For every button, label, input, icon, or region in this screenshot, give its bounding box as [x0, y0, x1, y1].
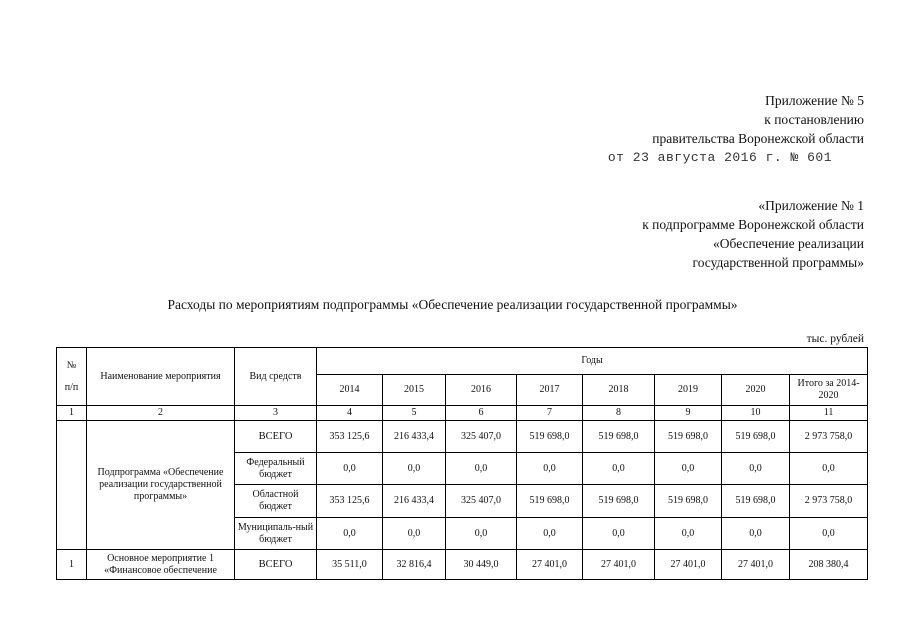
appendix-5-line-2: к постановлению: [764, 112, 864, 127]
units-label: тыс. рублей: [806, 333, 864, 345]
event-name: Основное мероприятие 1 «Финансовое обеспечение: [87, 550, 235, 580]
header-year-2017: 2017: [517, 375, 583, 406]
value-cell: 0,0: [446, 453, 517, 485]
appendix-1-line-3: «Обеспечение реализации: [713, 236, 864, 251]
value-cell: 0,0: [383, 518, 446, 550]
col-number: 2: [87, 406, 235, 421]
event-name: Подпрограмма «Обеспечение реализации государственной программы»: [87, 421, 235, 550]
row-number: 1: [57, 550, 87, 580]
value-cell: 216 433,4: [383, 485, 446, 518]
value-cell: 32 816,4: [383, 550, 446, 580]
value-cell: 0,0: [317, 518, 383, 550]
value-cell: 325 407,0: [446, 485, 517, 518]
value-cell: 2 973 758,0: [790, 485, 868, 518]
value-cell: 27 401,0: [583, 550, 655, 580]
value-cell: 519 698,0: [517, 485, 583, 518]
value-cell: 216 433,4: [383, 421, 446, 453]
header-year-2015: 2015: [383, 375, 446, 406]
value-cell: 519 698,0: [583, 485, 655, 518]
value-cell: 0,0: [722, 453, 790, 485]
col-number: 9: [655, 406, 722, 421]
appendix-5-line-1: Приложение № 5: [765, 93, 864, 108]
header-row-1: [57, 348, 868, 375]
value-cell: 0,0: [383, 453, 446, 485]
value-cell: 0,0: [583, 453, 655, 485]
value-cell: 519 698,0: [517, 421, 583, 453]
col-number: 7: [517, 406, 583, 421]
appendix-1-line-1: «Приложение № 1: [758, 198, 864, 213]
header-number: [57, 348, 87, 406]
value-cell: 353 125,6: [317, 421, 383, 453]
value-cell: 27 401,0: [722, 550, 790, 580]
col-number: 8: [583, 406, 655, 421]
appendix-5-line-3: правительства Воронежской области: [652, 131, 864, 146]
source-cell: Областной бюджет: [235, 485, 317, 518]
table-row: [57, 421, 868, 453]
value-cell: 0,0: [790, 453, 868, 485]
col-number: 4: [317, 406, 383, 421]
value-cell: 519 698,0: [655, 421, 722, 453]
source-cell: ВСЕГО: [235, 421, 317, 453]
source-cell: Федеральный бюджет: [235, 453, 317, 485]
appendix-5-date-stamp: от 23 августа 2016 г. № 601: [607, 150, 832, 165]
table-row: [57, 550, 868, 580]
value-cell: 519 698,0: [722, 485, 790, 518]
value-cell: 519 698,0: [722, 421, 790, 453]
value-cell: 0,0: [583, 518, 655, 550]
value-cell: 208 380,4: [790, 550, 868, 580]
header-source: Вид средств: [235, 348, 317, 406]
value-cell: 0,0: [655, 518, 722, 550]
header-event-name: Наименование мероприятия: [87, 348, 235, 406]
value-cell: 0,0: [317, 453, 383, 485]
value-cell: 353 125,6: [317, 485, 383, 518]
col-number: 1: [57, 406, 87, 421]
value-cell: 325 407,0: [446, 421, 517, 453]
value-cell: 0,0: [722, 518, 790, 550]
header-year-2019: 2019: [655, 375, 722, 406]
value-cell: 0,0: [790, 518, 868, 550]
value-cell: 27 401,0: [517, 550, 583, 580]
row-number: [57, 421, 87, 550]
col-number: 6: [446, 406, 517, 421]
value-cell: 519 698,0: [655, 485, 722, 518]
appendix-5-header: [608, 91, 864, 167]
header-number-line-2: п/п: [64, 381, 79, 393]
header-year-2014: 2014: [317, 375, 383, 406]
column-numbers-row: [57, 406, 868, 421]
value-cell: 0,0: [446, 518, 517, 550]
header-total: Итого за 2014-2020: [790, 375, 868, 406]
header-number-line-1: №: [66, 359, 77, 371]
expenses-table: [56, 347, 868, 580]
header-year-2018: 2018: [583, 375, 655, 406]
value-cell: 27 401,0: [655, 550, 722, 580]
col-number: 5: [383, 406, 446, 421]
header-year-2020: 2020: [722, 375, 790, 406]
value-cell: 2 973 758,0: [790, 421, 868, 453]
source-cell: Муниципаль-ный бюджет: [235, 518, 317, 550]
col-number: 10: [722, 406, 790, 421]
header-year-2016: 2016: [446, 375, 517, 406]
appendix-1-header: [642, 196, 864, 272]
source-cell: ВСЕГО: [235, 550, 317, 580]
value-cell: 30 449,0: [446, 550, 517, 580]
value-cell: 35 511,0: [317, 550, 383, 580]
col-number: 3: [235, 406, 317, 421]
value-cell: 0,0: [655, 453, 722, 485]
col-number: 11: [790, 406, 868, 421]
value-cell: 0,0: [517, 518, 583, 550]
value-cell: 519 698,0: [583, 421, 655, 453]
document-title: Расходы по мероприятиям подпрограммы «Обеспечение реализации государственной программы»: [167, 297, 738, 312]
header-years: Годы: [317, 348, 868, 375]
appendix-1-line-2: к подпрограмме Воронежской области: [642, 217, 864, 232]
appendix-1-line-4: государственной программы»: [692, 255, 864, 270]
value-cell: 0,0: [517, 453, 583, 485]
